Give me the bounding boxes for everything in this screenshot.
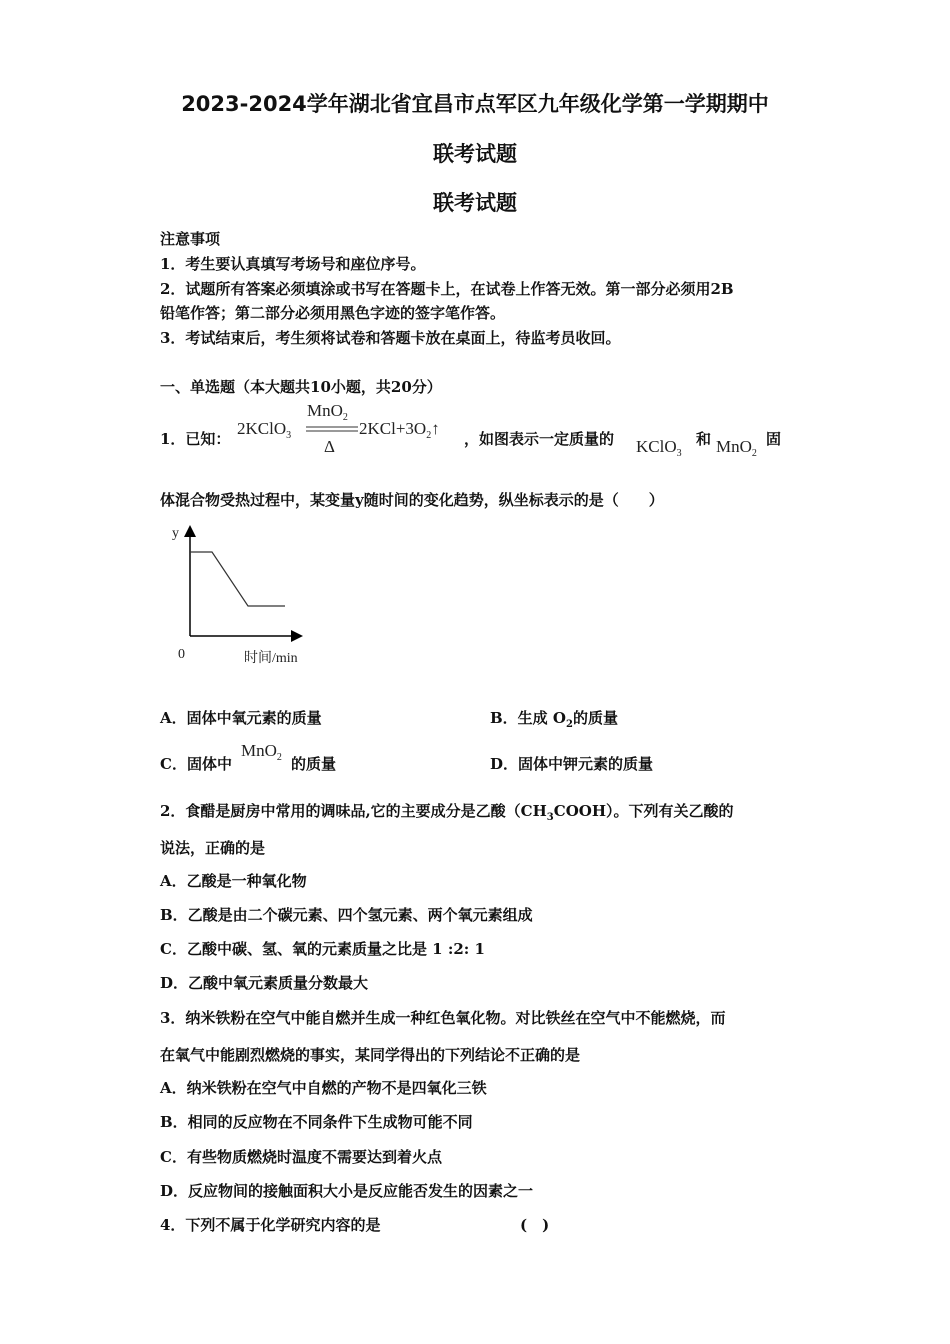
q1-option-b: B．生成 $O_2$的质量 (490, 709, 618, 730)
graph-origin: 0 (178, 647, 185, 662)
q1-equation-right: $2KCl+3O_2↑$ (359, 419, 440, 441)
section-1-heading: 一、单选题（本大题共10小题，共20分） (160, 378, 442, 396)
q1-equal-sign (306, 425, 358, 433)
notice-item-2: 2．试题所有答案必须填涂或书写在答题卡上，在试卷上作答无效。第一部分必须用2B (160, 280, 734, 298)
q3-line-2: 在氧气中能剧烈燃烧的事实，某同学得出的下列结论不正确的是 (160, 1046, 581, 1064)
title-line-1: 2023-2024学年湖北省宜昌市点军区九年级化学第一学期期中 (181, 92, 769, 116)
q3-option-d: D．反应物间的接触面积大小是反应能否发生的因素之一 (160, 1182, 534, 1200)
graph-x-label: 时间/min (244, 651, 298, 666)
q1-mno2: MnO$_2$ (716, 437, 757, 459)
q1-option-c-post: 的质量 (291, 755, 337, 773)
notice-heading: 注意事项 (160, 230, 221, 248)
q1-condition: Δ (324, 437, 335, 456)
q3-option-b: B．相同的反应物在不同条件下生成物可能不同 (160, 1113, 473, 1131)
notice-item-2-cont: 铅笔作答；第二部分必须用黑色字迹的签字笔作答。 (160, 304, 506, 322)
q2-option-c: C．乙酸中碳、氢、氧的元素质量之比是 1 :2: 1 (160, 940, 485, 958)
q1-catalyst: MnO$_2$ (307, 401, 348, 423)
q2-option-a: A．乙酸是一种氧化物 (160, 872, 307, 890)
q1-equation-left: 2KClO$_3$ (237, 419, 292, 441)
q4-answer-paren: ( ) (520, 1216, 550, 1234)
notice-item-3: 3．考试结束后，考生须将试卷和答题卡放在桌面上，待监考员收回。 (160, 329, 621, 347)
q3-option-a: A．纳米铁粉在空气中自燃的产物不是四氧化三铁 (160, 1079, 487, 1097)
title-line-2: 联考试题 (433, 142, 517, 166)
title-line-3: 联考试题 (433, 191, 517, 215)
q1-prefix: 1．已知： (160, 430, 231, 448)
q1-option-c-chem: MnO$_2$ (241, 741, 282, 763)
q1-option-a: A．固体中氧元素的质量 (160, 709, 322, 727)
q1-text-mid: ，如图表示一定质量的 (464, 430, 615, 448)
q2-line-1: 2．食醋是厨房中常用的调味品,它的主要成分是乙酸$(CH_3COOH)$。下列有关乙酸的 (160, 802, 734, 823)
q4-text: 4．下列不属于化学研究内容的是 (160, 1216, 381, 1234)
q1-line-2: 体混合物受热过程中，某变量y随时间的变化趋势，纵坐标表示的是（ ） (160, 491, 664, 509)
q3-line-1: 3．纳米铁粉在空气中能自燃并生成一种红色氧化物。对比铁丝在空气中不能燃烧，而 (160, 1009, 726, 1027)
q1-kclo3: KClO$_3$ (636, 437, 682, 459)
q1-option-d: D．固体中钾元素的质量 (490, 755, 654, 773)
q2-option-b: B．乙酸是由二个碳元素、四个氢元素、两个氧元素组成 (160, 906, 533, 924)
q2-option-d: D．乙酸中氧元素质量分数最大 (160, 974, 369, 992)
notice-item-1: 1．考生要认真填写考场号和座位序号。 (160, 255, 426, 273)
y-curve (190, 552, 285, 606)
graph-y-label: y (172, 526, 179, 541)
q3-option-c: C．有些物质燃烧时温度不需要达到着火点 (160, 1148, 442, 1166)
q1-option-c-pre: C．固体中 (160, 755, 232, 773)
q1-and: 和 (696, 430, 712, 448)
q1-tail: 固 (766, 430, 782, 448)
q2-line-2: 说法，正确的是 (160, 839, 266, 857)
